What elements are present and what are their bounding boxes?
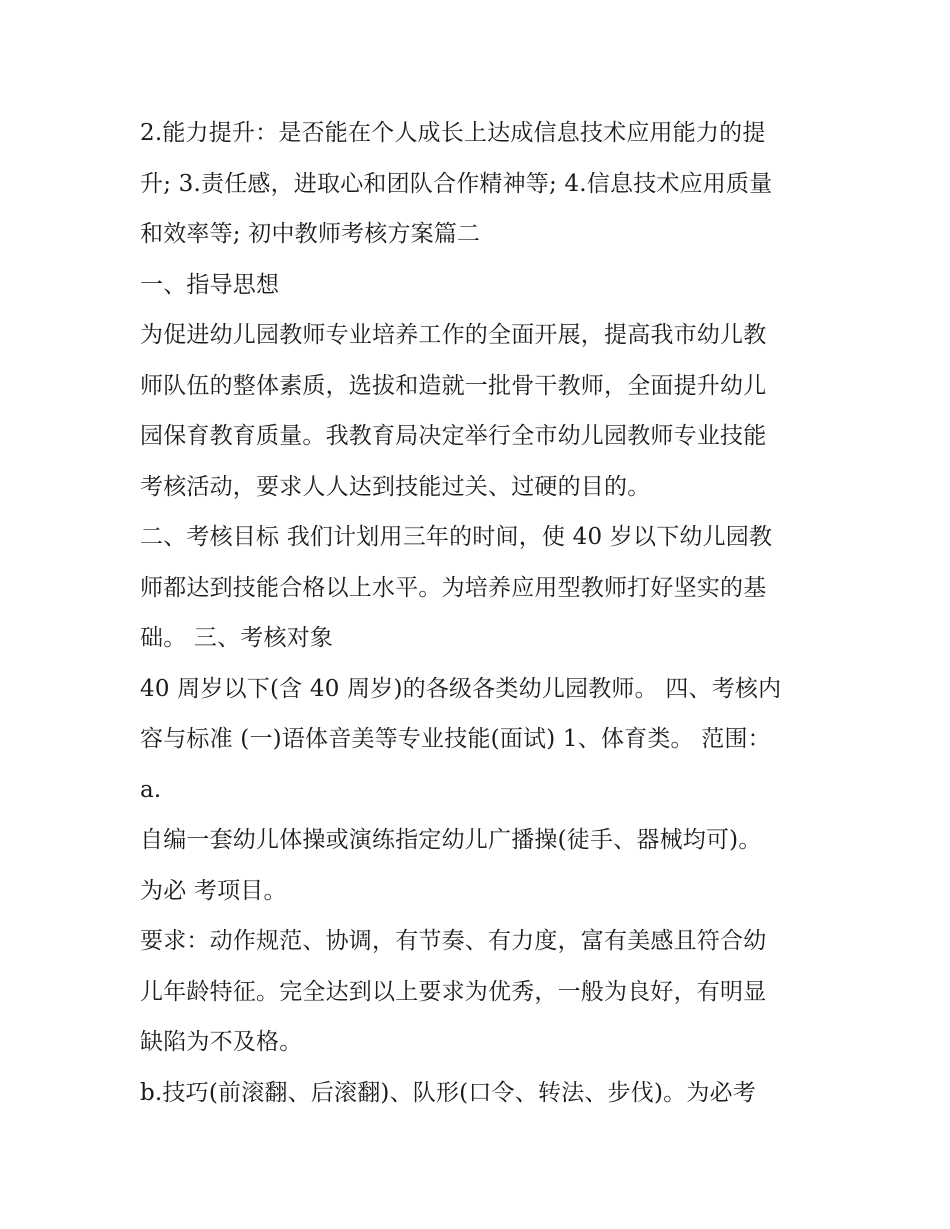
section-heading: 一、指导思想 bbox=[140, 271, 280, 298]
text-line: 和效率等; 初中教师考核方案篇二 bbox=[140, 221, 481, 247]
text-line: 为必 考项目。 bbox=[140, 877, 287, 904]
text-line: a. bbox=[140, 776, 162, 803]
text-line: b.技巧(前滚翻、后滚翻)、队形(口令、转法、步伐)。为必考 bbox=[140, 1079, 756, 1106]
text-line: 师队伍的整体素质，选拔和造就一批骨干教师，全面提升幼儿 bbox=[140, 372, 767, 399]
text-line: 础。 三、考核对象 bbox=[140, 625, 334, 651]
text-line: 2.能力提升：是否能在个人成长上达成信息技术应用能力的提 bbox=[140, 120, 766, 146]
document-body bbox=[140, 108, 820, 1118]
text-line: 园保育教育质量。我教育局决定举行全市幼儿园教师专业技能 bbox=[140, 423, 767, 449]
text-line: 考核活动，要求人人达到技能过关、过硬的目的。 bbox=[140, 473, 651, 500]
text-line: 二、考核目标 我们计划用三年的时间，使 40 岁以下幼儿园教 bbox=[140, 524, 773, 550]
text-line: 升; 3.责任感，进取心和团队合作精神等; 4.信息技术应用质量 bbox=[140, 170, 773, 197]
text-line: 为促进幼儿园教师专业培养工作的全面开展，提高我市幼儿教 bbox=[140, 322, 767, 348]
text-line: 师都达到技能合格以上水平。为培养应用型教师打好坚实的基 bbox=[140, 574, 767, 601]
text-line: 自编一套幼儿体操或演练指定幼儿广播操(徒手、器械均可)。 bbox=[140, 827, 762, 853]
text-line: 要求：动作规范、协调，有节奏、有力度，富有美感且符合幼 bbox=[140, 928, 767, 954]
text-line: 40 周岁以下(含 40 周岁)的各级各类幼儿园教师。 四、考核内 bbox=[140, 675, 782, 702]
text-line: 缺陷为不及格。 bbox=[140, 1029, 303, 1055]
text-line: 儿年龄特征。完全达到以上要求为优秀，一般为良好，有明显 bbox=[140, 978, 767, 1005]
text-line: 容与标准 (一)语体音美等专业技能(面试) 1、体育类。 范围： bbox=[140, 726, 771, 752]
